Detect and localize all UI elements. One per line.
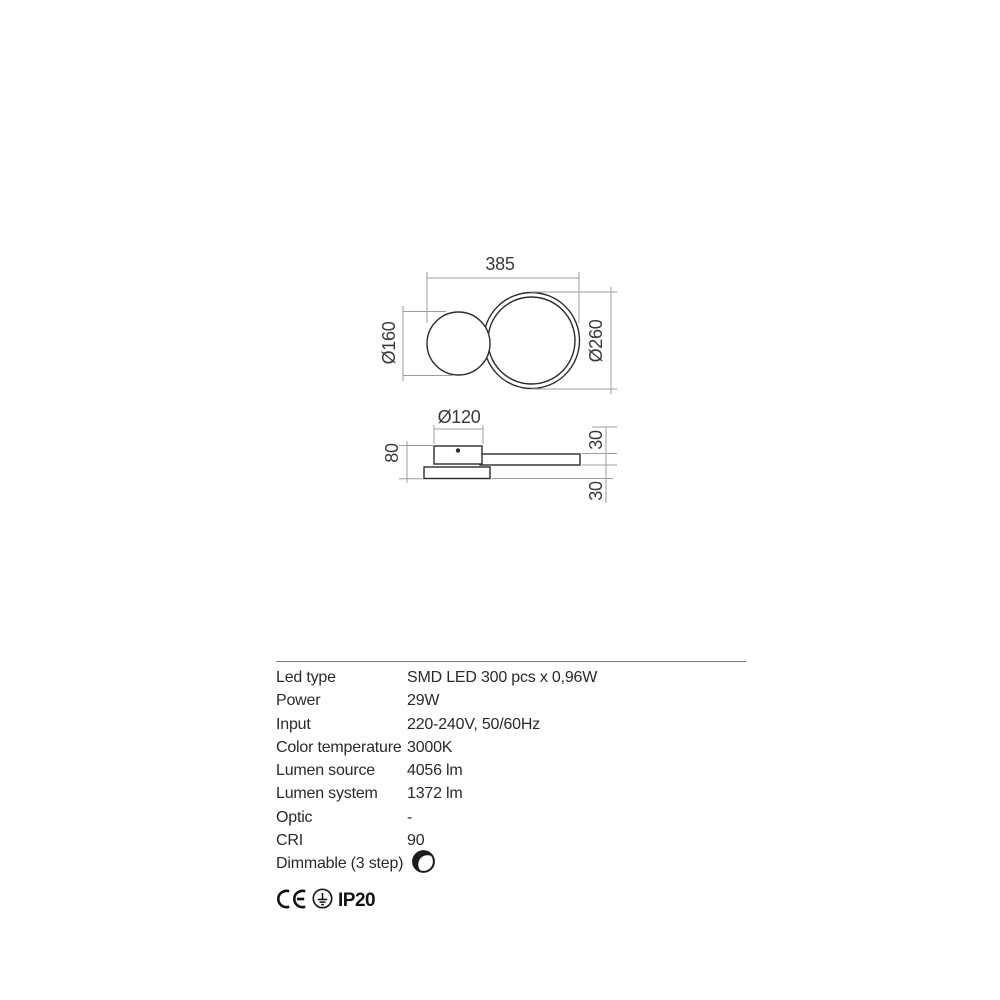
- spec-label: Color temperature: [276, 738, 402, 756]
- side-view: [382, 407, 617, 503]
- dimension-label-overall-height: 80: [382, 443, 402, 463]
- spec-row-input: [276, 713, 746, 736]
- spec-value: [407, 852, 746, 881]
- spec-label: Led type: [276, 669, 336, 686]
- spec-row-optic: [276, 806, 746, 829]
- ip-rating: IP20: [338, 890, 376, 911]
- dimension-label-ring-diameter: Ø260: [586, 319, 606, 363]
- spec-row-power: [276, 689, 746, 712]
- spec-value: 1372 lm: [407, 785, 463, 803]
- spec-row-dimmable: [276, 852, 746, 875]
- certifications-row: [276, 889, 375, 913]
- front-view: [379, 254, 617, 394]
- spec-value: 29W: [407, 692, 440, 710]
- spec-label: Input: [276, 715, 311, 733]
- dimension-label-canopy-diameter: Ø120: [437, 407, 481, 427]
- glass-sphere: [427, 312, 490, 375]
- spec-label: Lumen system: [276, 785, 378, 803]
- spec-value: 90: [407, 832, 425, 850]
- dimmer-dial-icon: [411, 849, 436, 881]
- spec-value: 4056 lm: [407, 762, 463, 780]
- fixing-dot: [456, 448, 460, 452]
- earth-circle-icon: [312, 888, 333, 914]
- spec-value: SMD LED 300 pcs x 0,96W: [407, 669, 598, 686]
- spec-label: Optic: [276, 808, 313, 826]
- base-plate: [424, 467, 490, 479]
- spec-label: Dimmable (3 step): [276, 855, 404, 873]
- ce-mark-icon: [276, 888, 307, 915]
- spec-label: CRI: [276, 832, 303, 850]
- dimension-label-sphere-diameter: Ø160: [379, 321, 399, 365]
- spec-value: 220-240V, 50/60Hz: [407, 715, 541, 733]
- ring-profile: [480, 454, 580, 465]
- dimension-label-base-plate-height: 30: [586, 481, 606, 501]
- spec-value: 3000K: [407, 738, 453, 756]
- spec-row-lumen-source: [276, 759, 746, 782]
- spec-value: -: [407, 808, 413, 826]
- dimension-label-overall-width: 385: [485, 254, 515, 274]
- spec-label: Lumen source: [276, 762, 375, 780]
- dimension-label-ring-profile-height: 30: [586, 430, 606, 450]
- spec-row-cri: [276, 829, 746, 852]
- spec-row-color-temperature: [276, 736, 746, 759]
- dimension-canopy-diameter: [434, 407, 483, 444]
- spec-row-lumen-system: [276, 782, 746, 805]
- led-ring: [484, 293, 580, 389]
- spec-table: [276, 661, 746, 876]
- spec-label: Power: [276, 692, 321, 710]
- spec-row-led-type: [276, 666, 746, 689]
